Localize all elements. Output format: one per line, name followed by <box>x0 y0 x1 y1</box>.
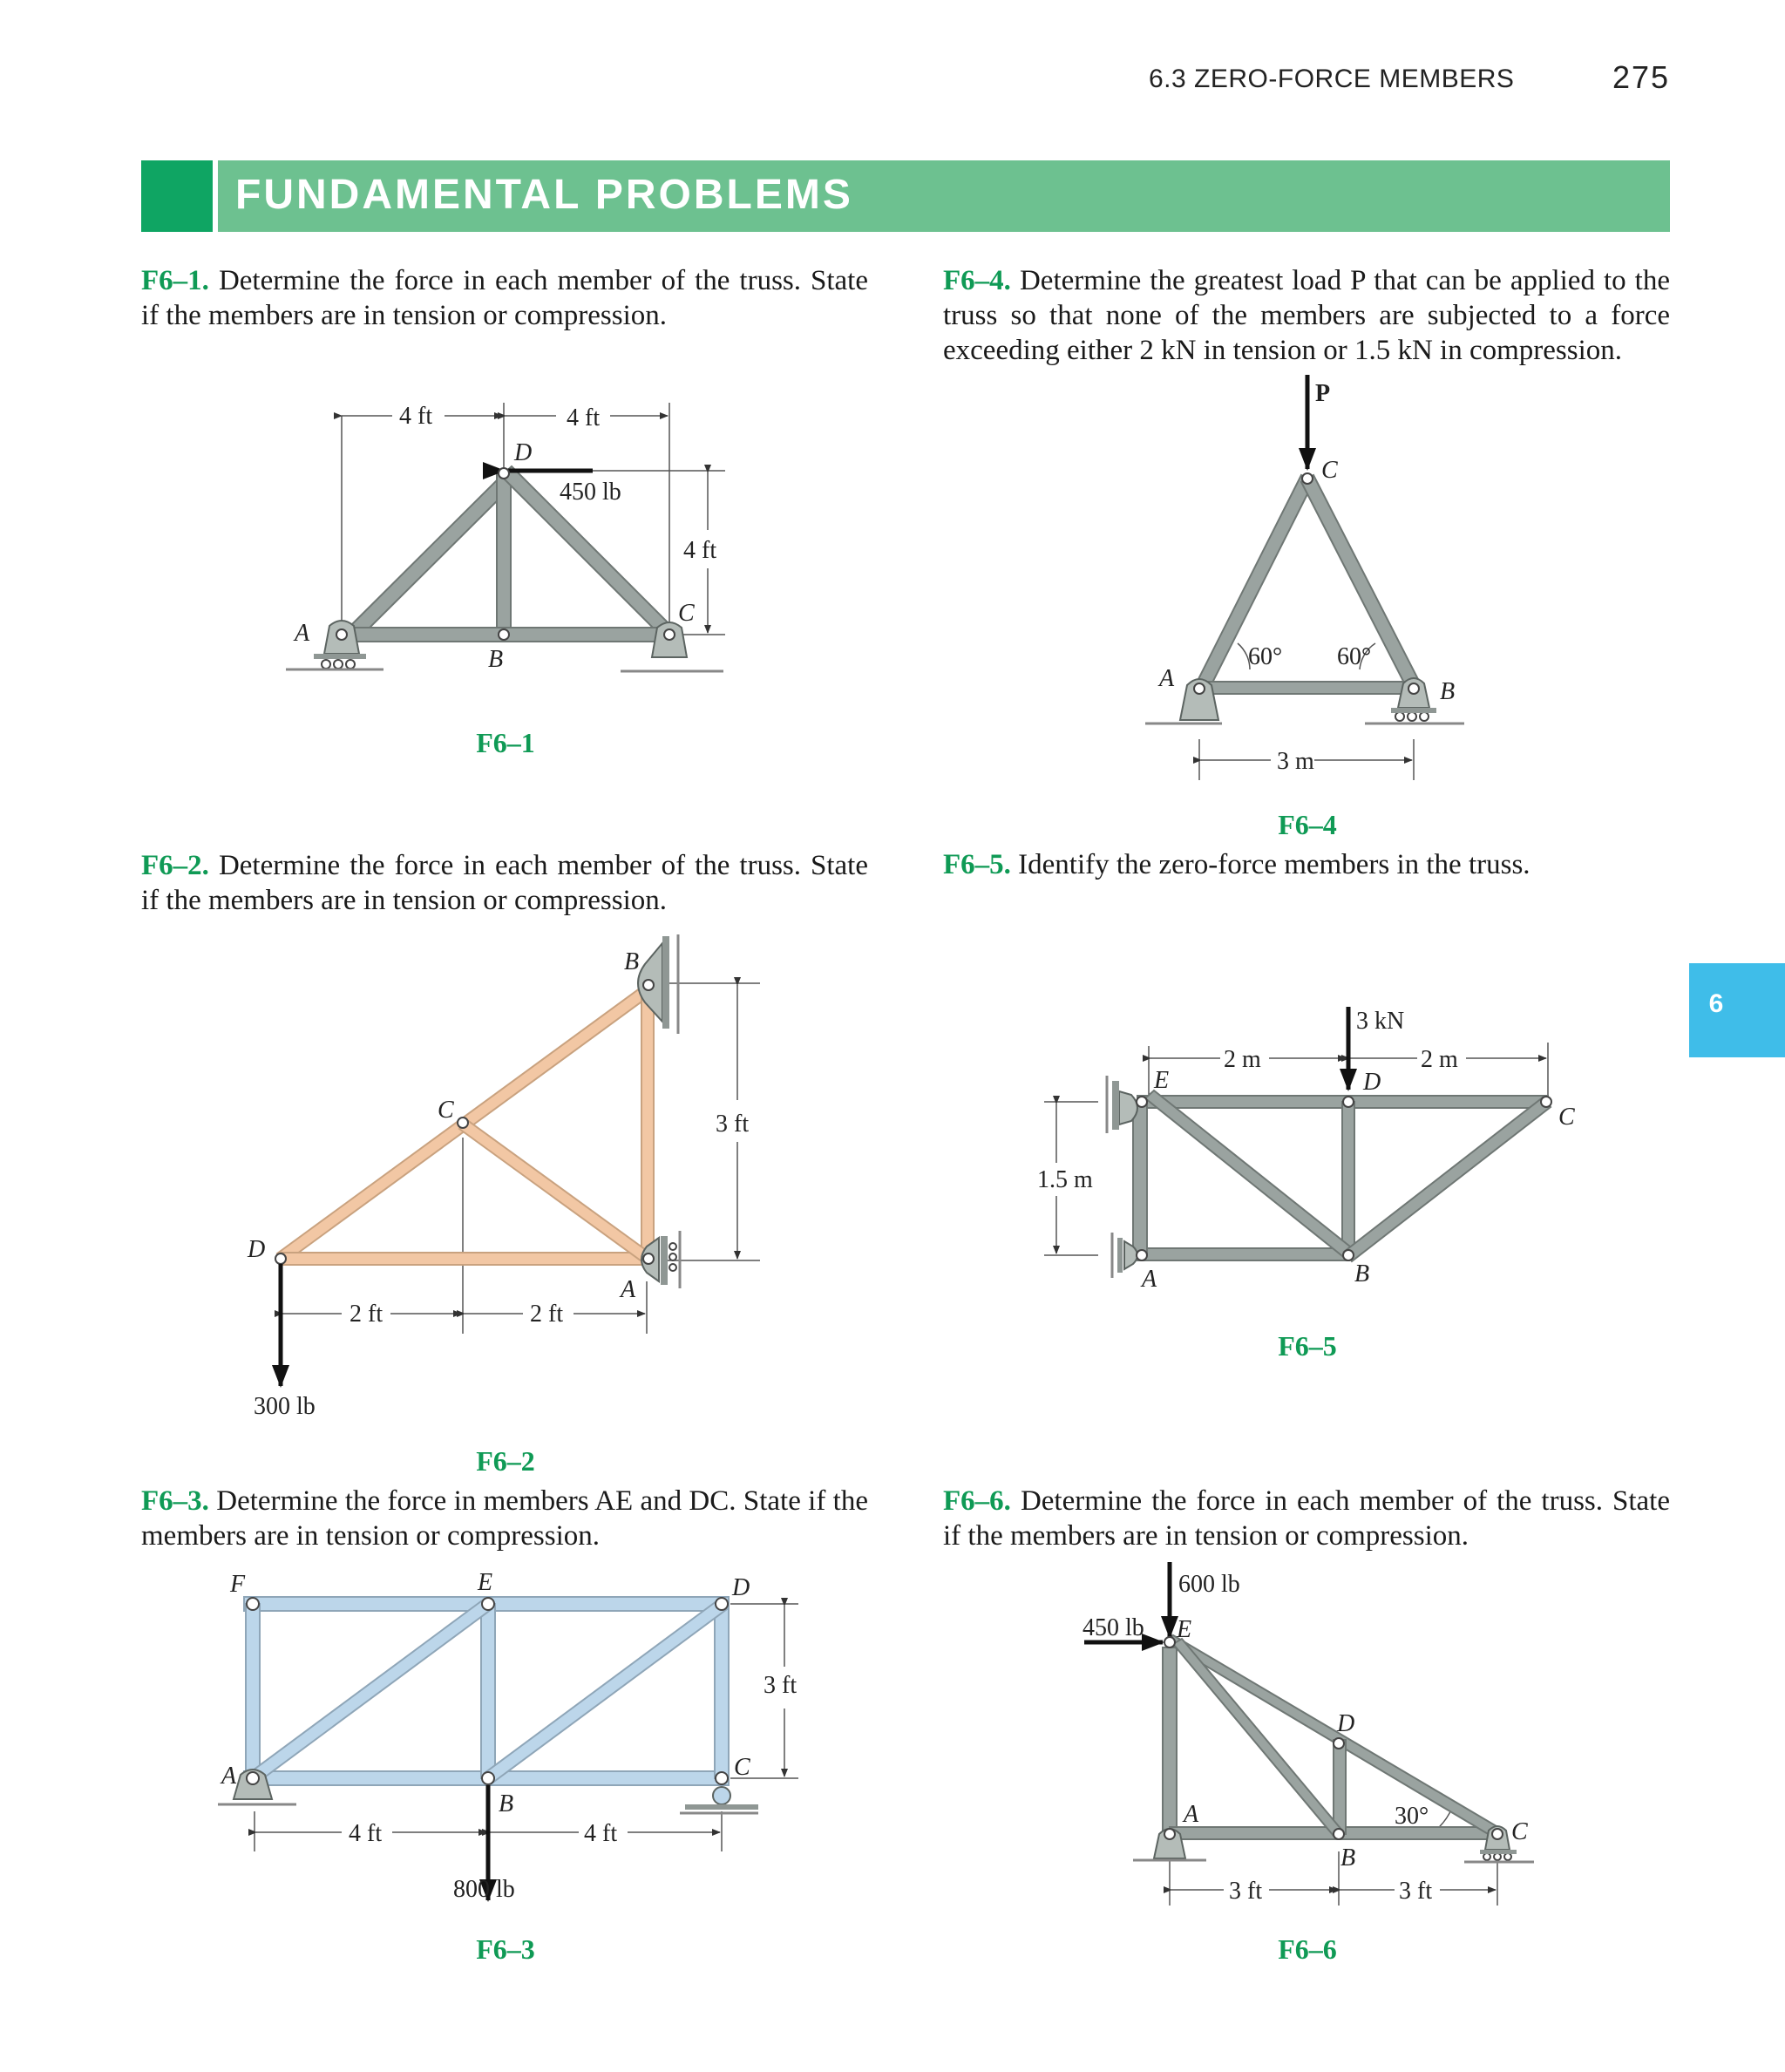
truss-f6-2 <box>247 934 760 1420</box>
label-a: A <box>621 1276 636 1303</box>
load-label: 800 lb <box>453 1876 515 1903</box>
label-e: E <box>1177 1616 1192 1643</box>
problem-number: F6–4. <box>943 265 1011 296</box>
caption-f6-4: F6–4 <box>1278 809 1337 840</box>
caption-f6-3: F6–3 <box>476 1933 535 1965</box>
problem-text: Determine the greatest load P that can be applied to the truss so that none of the members are subjected to a force exceeding either 2 kN in tension or 1.5 kN in compression. <box>943 265 1670 366</box>
label-d: D <box>248 1236 266 1263</box>
label-a: A <box>1142 1266 1157 1293</box>
label-e: E <box>1154 1067 1170 1094</box>
truss-f6-4 <box>1145 375 1464 780</box>
label-c: C <box>1558 1104 1575 1131</box>
load-label: 300 lb <box>254 1393 316 1420</box>
angle-left: 60° <box>1248 643 1283 670</box>
label-d: D <box>514 439 533 466</box>
dim-base: 3 m <box>1277 748 1314 775</box>
truss-f6-6 <box>1083 1562 1534 1906</box>
dim-height: 3 ft <box>716 1111 750 1138</box>
label-c: C <box>734 1754 750 1781</box>
problem-number: F6–5. <box>943 849 1011 880</box>
label-b: B <box>1340 1844 1356 1872</box>
label-a: A <box>295 620 310 647</box>
dim-right: 2 ft <box>530 1301 564 1328</box>
page-number: 275 <box>1612 59 1671 95</box>
angle-right: 60° <box>1337 643 1372 670</box>
load-vertical: 600 lb <box>1178 1571 1240 1598</box>
dim-left: 2 m <box>1224 1046 1261 1073</box>
problem-text: Determine the force in each member of the truss. State if the members are in tension or compression. <box>141 850 869 916</box>
label-a: A <box>1159 665 1175 692</box>
truss-f6-5 <box>1037 1007 1575 1293</box>
chapter-tab-label: 6 <box>1708 989 1724 1018</box>
dim-left: 4 ft <box>349 1820 383 1847</box>
dim-right: 2 m <box>1421 1046 1458 1073</box>
dim-left: 2 ft <box>350 1301 383 1328</box>
label-b: B <box>1440 678 1456 705</box>
caption-f6-1: F6–1 <box>476 727 535 758</box>
truss-f6-3 <box>218 1569 798 1903</box>
load-label: 450 lb <box>560 479 621 506</box>
problem-number: F6–6. <box>943 1485 1011 1517</box>
dim-height: 1.5 m <box>1037 1166 1093 1193</box>
label-c: C <box>678 600 695 627</box>
label-b: B <box>624 948 640 975</box>
label-b: B <box>1354 1260 1370 1287</box>
label-d: D <box>1363 1069 1381 1096</box>
caption-f6-6: F6–6 <box>1278 1933 1337 1965</box>
label-f: F <box>230 1571 246 1598</box>
truss-f6-1 <box>286 403 725 673</box>
problem-text: Identify the zero-force members in the truss. <box>1018 849 1530 880</box>
problem-number: F6–2. <box>141 850 209 881</box>
label-a: A <box>1184 1801 1199 1828</box>
problem-text: Determine the force in each member of the truss. State if the members are in tension or compression. <box>141 265 869 331</box>
caption-f6-5: F6–5 <box>1278 1330 1337 1362</box>
label-c: C <box>1321 457 1338 484</box>
label-b: B <box>499 1790 514 1817</box>
label-c: C <box>1511 1818 1528 1845</box>
label-b: B <box>488 646 504 673</box>
problem-number: F6–3. <box>141 1485 209 1517</box>
label-d: D <box>1337 1710 1355 1737</box>
problem-text: Determine the force in members AE and DC. State if the members are in tension or compression. <box>141 1485 868 1552</box>
label-e: E <box>478 1569 493 1596</box>
load-label: 3 kN <box>1356 1008 1405 1035</box>
dim-left: 3 ft <box>1229 1878 1263 1905</box>
dim-height: 4 ft <box>683 537 717 564</box>
dim-height: 3 ft <box>764 1672 797 1699</box>
caption-f6-2: F6–2 <box>476 1445 535 1477</box>
angle-label: 30° <box>1395 1803 1429 1830</box>
section-title: 6.3 ZERO-FORCE MEMBERS <box>1149 65 1515 93</box>
dim-right: 3 ft <box>1399 1878 1433 1905</box>
dim-right: 4 ft <box>567 404 601 431</box>
banner-title: FUNDAMENTAL PROBLEMS <box>235 172 853 218</box>
problem-text: Determine the force in each member of the truss. State if the members are in tension or compression. <box>943 1485 1671 1552</box>
dim-left: 4 ft <box>399 403 433 430</box>
label-c: C <box>438 1097 454 1124</box>
problem-number: F6–1. <box>141 265 209 296</box>
dim-right: 4 ft <box>584 1820 618 1847</box>
load-horizontal: 450 lb <box>1083 1614 1144 1641</box>
label-a: A <box>221 1763 237 1790</box>
load-label: P <box>1315 380 1331 407</box>
label-d: D <box>732 1574 750 1601</box>
